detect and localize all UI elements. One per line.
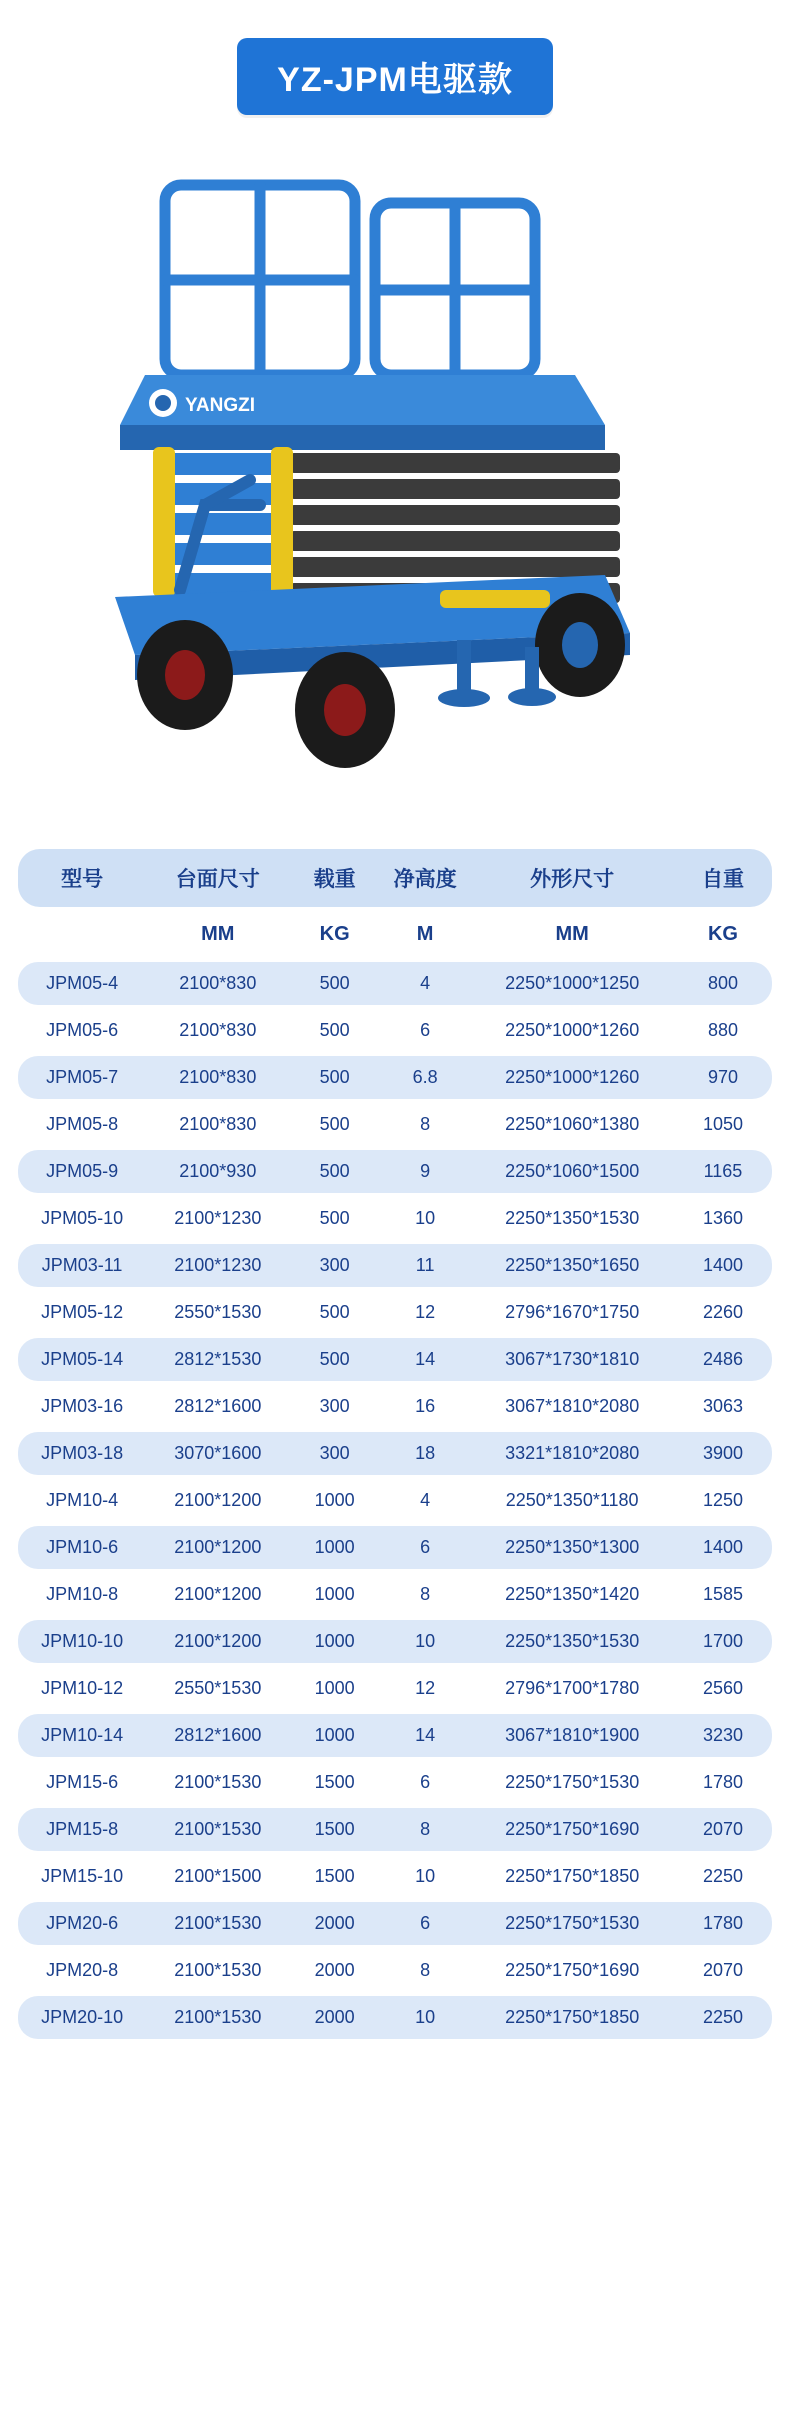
- cell-height: 4: [380, 1479, 470, 1522]
- cell-overall-size: 2250*1750*1850: [470, 1855, 674, 1898]
- cell-model: JPM10-10: [18, 1620, 146, 1663]
- scissor-lift-illustration: [45, 135, 745, 825]
- cell-model: JPM03-16: [18, 1385, 146, 1428]
- cell-load: 1500: [289, 1761, 379, 1804]
- cell-platform-size: 2100*1230: [146, 1244, 289, 1287]
- cell-platform-size: 2100*1530: [146, 1949, 289, 1992]
- cell-weight: 1050: [674, 1103, 772, 1146]
- spec-table-wrap: [0, 835, 790, 2083]
- cell-platform-size: 2100*1230: [146, 1197, 289, 1240]
- table-row: [18, 1291, 772, 1334]
- cell-load: 1000: [289, 1573, 379, 1616]
- cell-height: 10: [380, 1197, 470, 1240]
- cell-load: 1000: [289, 1526, 379, 1569]
- table-row: [18, 1432, 772, 1475]
- cell-model: JPM03-18: [18, 1432, 146, 1475]
- cell-platform-size: 2100*830: [146, 962, 289, 1005]
- table-body: [18, 911, 772, 2039]
- table-row: [18, 1667, 772, 1710]
- cell-platform-size: 2100*1200: [146, 1526, 289, 1569]
- cell-overall-size: 3067*1810*2080: [470, 1385, 674, 1428]
- cell-platform-size: 2100*1200: [146, 1479, 289, 1522]
- cell-platform-size: 2812*1600: [146, 1385, 289, 1428]
- cell-platform-size: 2100*1530: [146, 1761, 289, 1804]
- cell-load: 1500: [289, 1855, 379, 1898]
- table-row: [18, 1949, 772, 1992]
- cell-weight: 1585: [674, 1573, 772, 1616]
- cell-platform-size: 2100*830: [146, 1056, 289, 1099]
- cell-model: JPM10-14: [18, 1714, 146, 1757]
- unit-load: KG: [289, 911, 379, 958]
- cell-weight: 1400: [674, 1244, 772, 1287]
- cell-platform-size: 2100*830: [146, 1103, 289, 1146]
- table-row: [18, 1855, 772, 1898]
- cell-overall-size: 2250*1000*1260: [470, 1009, 674, 1052]
- cell-load: 500: [289, 1103, 379, 1146]
- th-platform-size: 台面尺寸: [146, 849, 289, 907]
- table-row: [18, 1479, 772, 1522]
- cell-weight: 1700: [674, 1620, 772, 1663]
- cell-load: 300: [289, 1432, 379, 1475]
- table-row: [18, 1761, 772, 1804]
- table-row: [18, 1902, 772, 1945]
- cell-model: JPM15-6: [18, 1761, 146, 1804]
- th-model: 型号: [18, 849, 146, 907]
- cell-platform-size: 3070*1600: [146, 1432, 289, 1475]
- cell-height: 16: [380, 1385, 470, 1428]
- cell-platform-size: 2100*1530: [146, 1902, 289, 1945]
- cell-platform-size: 2100*1200: [146, 1573, 289, 1616]
- table-row: [18, 1385, 772, 1428]
- cell-model: JPM05-14: [18, 1338, 146, 1381]
- cell-overall-size: 2250*1750*1530: [470, 1761, 674, 1804]
- cell-height: 10: [380, 1996, 470, 2039]
- cell-model: JPM20-10: [18, 1996, 146, 2039]
- cell-height: 6: [380, 1902, 470, 1945]
- title-area: [0, 0, 790, 125]
- table-row: [18, 962, 772, 1005]
- cell-weight: 970: [674, 1056, 772, 1099]
- cell-load: 300: [289, 1385, 379, 1428]
- cell-height: 11: [380, 1244, 470, 1287]
- cell-platform-size: 2100*830: [146, 1009, 289, 1052]
- cell-model: JPM05-4: [18, 962, 146, 1005]
- cell-load: 2000: [289, 1996, 379, 2039]
- cell-overall-size: 2250*1350*1180: [470, 1479, 674, 1522]
- cell-platform-size: 2550*1530: [146, 1667, 289, 1710]
- th-weight: 自重: [674, 849, 772, 907]
- cell-overall-size: 2796*1700*1780: [470, 1667, 674, 1710]
- cell-load: 300: [289, 1244, 379, 1287]
- cell-height: 6: [380, 1009, 470, 1052]
- th-overall-size: 外形尺寸: [470, 849, 674, 907]
- cell-load: 2000: [289, 1902, 379, 1945]
- cell-platform-size: 2812*1600: [146, 1714, 289, 1757]
- cell-overall-size: 2250*1060*1380: [470, 1103, 674, 1146]
- cell-height: 8: [380, 1103, 470, 1146]
- cell-height: 14: [380, 1338, 470, 1381]
- cell-height: 14: [380, 1714, 470, 1757]
- cell-load: 1000: [289, 1620, 379, 1663]
- cell-height: 6: [380, 1761, 470, 1804]
- cell-overall-size: 2250*1350*1420: [470, 1573, 674, 1616]
- cell-load: 1000: [289, 1479, 379, 1522]
- cell-model: JPM05-12: [18, 1291, 146, 1334]
- unit-model: [18, 911, 146, 958]
- cell-weight: 3230: [674, 1714, 772, 1757]
- cell-model: JPM05-9: [18, 1150, 146, 1193]
- cell-height: 8: [380, 1949, 470, 1992]
- table-header-row: [18, 849, 772, 907]
- svg-text:YANGZI: YANGZI: [185, 395, 256, 416]
- table-unit-row: [18, 911, 772, 958]
- cell-weight: 2486: [674, 1338, 772, 1381]
- cell-load: 500: [289, 962, 379, 1005]
- cell-load: 1000: [289, 1714, 379, 1757]
- cell-height: 8: [380, 1573, 470, 1616]
- cell-overall-size: 2250*1350*1530: [470, 1197, 674, 1240]
- cell-platform-size: 2100*1530: [146, 1808, 289, 1851]
- cell-model: JPM05-8: [18, 1103, 146, 1146]
- table-row: [18, 1714, 772, 1757]
- table-row: [18, 1197, 772, 1240]
- page-title: YZ-JPM电驱款: [237, 38, 553, 115]
- cell-model: JPM03-11: [18, 1244, 146, 1287]
- cell-load: 500: [289, 1150, 379, 1193]
- cell-overall-size: 3321*1810*2080: [470, 1432, 674, 1475]
- cell-weight: 1250: [674, 1479, 772, 1522]
- cell-overall-size: 2250*1350*1650: [470, 1244, 674, 1287]
- cell-height: 10: [380, 1620, 470, 1663]
- cell-weight: 1165: [674, 1150, 772, 1193]
- cell-weight: 2070: [674, 1949, 772, 1992]
- cell-load: 1000: [289, 1667, 379, 1710]
- cell-model: JPM05-6: [18, 1009, 146, 1052]
- cell-weight: 880: [674, 1009, 772, 1052]
- cell-overall-size: 2796*1670*1750: [470, 1291, 674, 1334]
- cell-load: 500: [289, 1197, 379, 1240]
- unit-overall-size: MM: [470, 911, 674, 958]
- cell-height: 8: [380, 1808, 470, 1851]
- cell-model: JPM05-7: [18, 1056, 146, 1099]
- cell-overall-size: 3067*1730*1810: [470, 1338, 674, 1381]
- cell-model: JPM10-12: [18, 1667, 146, 1710]
- th-load: 载重: [289, 849, 379, 907]
- cell-model: JPM20-8: [18, 1949, 146, 1992]
- cell-overall-size: 2250*1750*1690: [470, 1949, 674, 1992]
- cell-weight: 1780: [674, 1761, 772, 1804]
- cell-model: JPM05-10: [18, 1197, 146, 1240]
- cell-overall-size: 2250*1750*1690: [470, 1808, 674, 1851]
- cell-platform-size: 2100*930: [146, 1150, 289, 1193]
- table-row: [18, 1996, 772, 2039]
- cell-weight: 1400: [674, 1526, 772, 1569]
- cell-height: 12: [380, 1291, 470, 1334]
- cell-overall-size: 2250*1350*1530: [470, 1620, 674, 1663]
- cell-model: JPM10-8: [18, 1573, 146, 1616]
- table-row: [18, 1620, 772, 1663]
- table-row: [18, 1150, 772, 1193]
- cell-weight: 1780: [674, 1902, 772, 1945]
- cell-load: 1500: [289, 1808, 379, 1851]
- cell-model: JPM15-8: [18, 1808, 146, 1851]
- cell-overall-size: 2250*1000*1260: [470, 1056, 674, 1099]
- unit-weight: KG: [674, 911, 772, 958]
- cell-height: 6: [380, 1526, 470, 1569]
- cell-weight: 2070: [674, 1808, 772, 1851]
- th-height: 净高度: [380, 849, 470, 907]
- cell-height: 12: [380, 1667, 470, 1710]
- cell-model: JPM15-10: [18, 1855, 146, 1898]
- cell-height: 9: [380, 1150, 470, 1193]
- cell-overall-size: 2250*1350*1300: [470, 1526, 674, 1569]
- cell-height: 18: [380, 1432, 470, 1475]
- product-image: [0, 135, 790, 835]
- cell-platform-size: 2100*1530: [146, 1996, 289, 2039]
- cell-weight: 3900: [674, 1432, 772, 1475]
- cell-overall-size: 2250*1750*1530: [470, 1902, 674, 1945]
- table-row: [18, 1573, 772, 1616]
- cell-load: 500: [289, 1009, 379, 1052]
- table-row: [18, 1009, 772, 1052]
- cell-overall-size: 3067*1810*1900: [470, 1714, 674, 1757]
- cell-overall-size: 2250*1750*1850: [470, 1996, 674, 2039]
- unit-height: M: [380, 911, 470, 958]
- cell-load: 500: [289, 1338, 379, 1381]
- cell-model: JPM10-6: [18, 1526, 146, 1569]
- cell-platform-size: 2550*1530: [146, 1291, 289, 1334]
- cell-height: 10: [380, 1855, 470, 1898]
- cell-weight: 2250: [674, 1855, 772, 1898]
- cell-overall-size: 2250*1000*1250: [470, 962, 674, 1005]
- cell-weight: 2250: [674, 1996, 772, 2039]
- cell-weight: 1360: [674, 1197, 772, 1240]
- table-row: [18, 1244, 772, 1287]
- cell-model: JPM20-6: [18, 1902, 146, 1945]
- cell-load: 500: [289, 1056, 379, 1099]
- spec-table: [18, 845, 772, 2043]
- cell-platform-size: 2812*1530: [146, 1338, 289, 1381]
- table-row: [18, 1103, 772, 1146]
- cell-platform-size: 2100*1200: [146, 1620, 289, 1663]
- cell-weight: 2560: [674, 1667, 772, 1710]
- table-row: [18, 1526, 772, 1569]
- table-row: [18, 1056, 772, 1099]
- table-row: [18, 1808, 772, 1851]
- cell-weight: 2260: [674, 1291, 772, 1334]
- unit-platform-size: MM: [146, 911, 289, 958]
- cell-height: 4: [380, 962, 470, 1005]
- cell-load: 2000: [289, 1949, 379, 1992]
- cell-overall-size: 2250*1060*1500: [470, 1150, 674, 1193]
- cell-model: JPM10-4: [18, 1479, 146, 1522]
- cell-weight: 800: [674, 962, 772, 1005]
- table-row: [18, 1338, 772, 1381]
- cell-height: 6.8: [380, 1056, 470, 1099]
- cell-platform-size: 2100*1500: [146, 1855, 289, 1898]
- cell-load: 500: [289, 1291, 379, 1334]
- cell-weight: 3063: [674, 1385, 772, 1428]
